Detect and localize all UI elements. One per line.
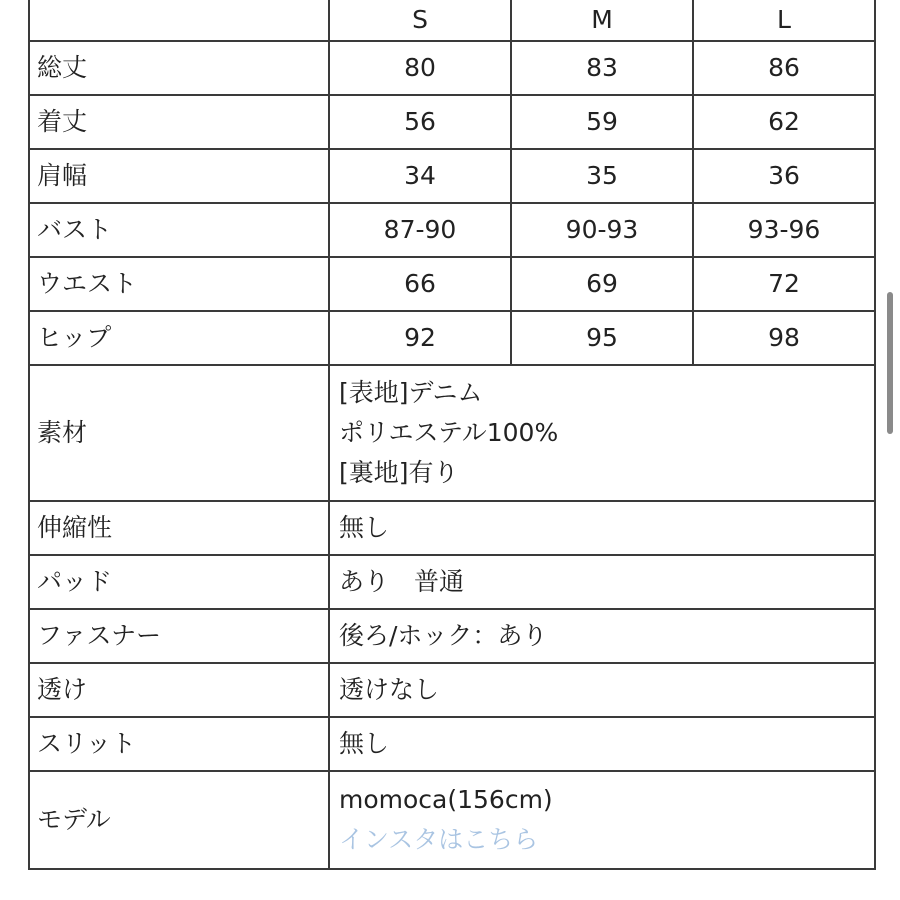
size-header-s: S [329,0,511,41]
size-header-row [29,0,875,41]
scrollbar-thumb[interactable] [887,292,893,434]
detail-row-slit [29,717,875,771]
detail-value: あり 普通 [329,555,875,609]
detail-row-pad [29,555,875,609]
detail-row-fastener [29,609,875,663]
measurement-label: 着丈 [29,95,329,149]
material-line-lining: [裏地]有り [339,458,459,487]
model-name: momoca(156cm) [339,785,553,814]
measurement-value-s: 92 [329,311,511,365]
measurement-value-s: 66 [329,257,511,311]
measurement-value-l: 93-96 [693,203,875,257]
measurement-label: 総丈 [29,41,329,95]
measurement-value-m: 90-93 [511,203,693,257]
detail-label: 伸縮性 [29,501,329,555]
size-header-l: L [693,0,875,41]
detail-value: 透けなし [329,663,875,717]
measurement-row-hip [29,311,875,365]
measurement-value-s: 34 [329,149,511,203]
detail-row-sheer [29,663,875,717]
detail-row-stretch [29,501,875,555]
measurement-row-total-length [29,41,875,95]
measurement-label: ウエスト [29,257,329,311]
material-line-outer: [表地]デニム [339,378,483,407]
measurement-row-waist [29,257,875,311]
measurement-value-m: 35 [511,149,693,203]
header-empty-cell [29,0,329,41]
model-value [329,771,875,869]
size-chart-table [28,0,876,870]
detail-label: スリット [29,717,329,771]
measurement-label: ヒップ [29,311,329,365]
detail-label: パッド [29,555,329,609]
detail-label: 素材 [29,365,329,501]
detail-value: 無し [329,717,875,771]
measurement-value-l: 86 [693,41,875,95]
measurement-value-m: 95 [511,311,693,365]
detail-label: 透け [29,663,329,717]
material-line-composition: ポリエステル100% [339,418,559,447]
detail-label: モデル [29,771,329,869]
measurement-value-m: 59 [511,95,693,149]
measurement-value-m: 69 [511,257,693,311]
measurement-value-s: 80 [329,41,511,95]
size-header-m: M [511,0,693,41]
measurement-value-l: 62 [693,95,875,149]
measurement-value-l: 98 [693,311,875,365]
detail-value: 無し [329,501,875,555]
measurement-row-bust [29,203,875,257]
measurement-value-m: 83 [511,41,693,95]
measurement-value-l: 72 [693,257,875,311]
material-value [329,365,875,501]
detail-value: 後ろ/ホック：あり [329,609,875,663]
detail-label: ファスナー [29,609,329,663]
measurement-label: 肩幅 [29,149,329,203]
measurement-row-shoulder [29,149,875,203]
detail-row-model [29,771,875,869]
measurement-value-s: 87-90 [329,203,511,257]
measurement-value-l: 36 [693,149,875,203]
instagram-link[interactable]: インスタはこちら [339,825,539,854]
measurement-row-length [29,95,875,149]
detail-row-material [29,365,875,501]
measurement-value-s: 56 [329,95,511,149]
measurement-label: バスト [29,203,329,257]
